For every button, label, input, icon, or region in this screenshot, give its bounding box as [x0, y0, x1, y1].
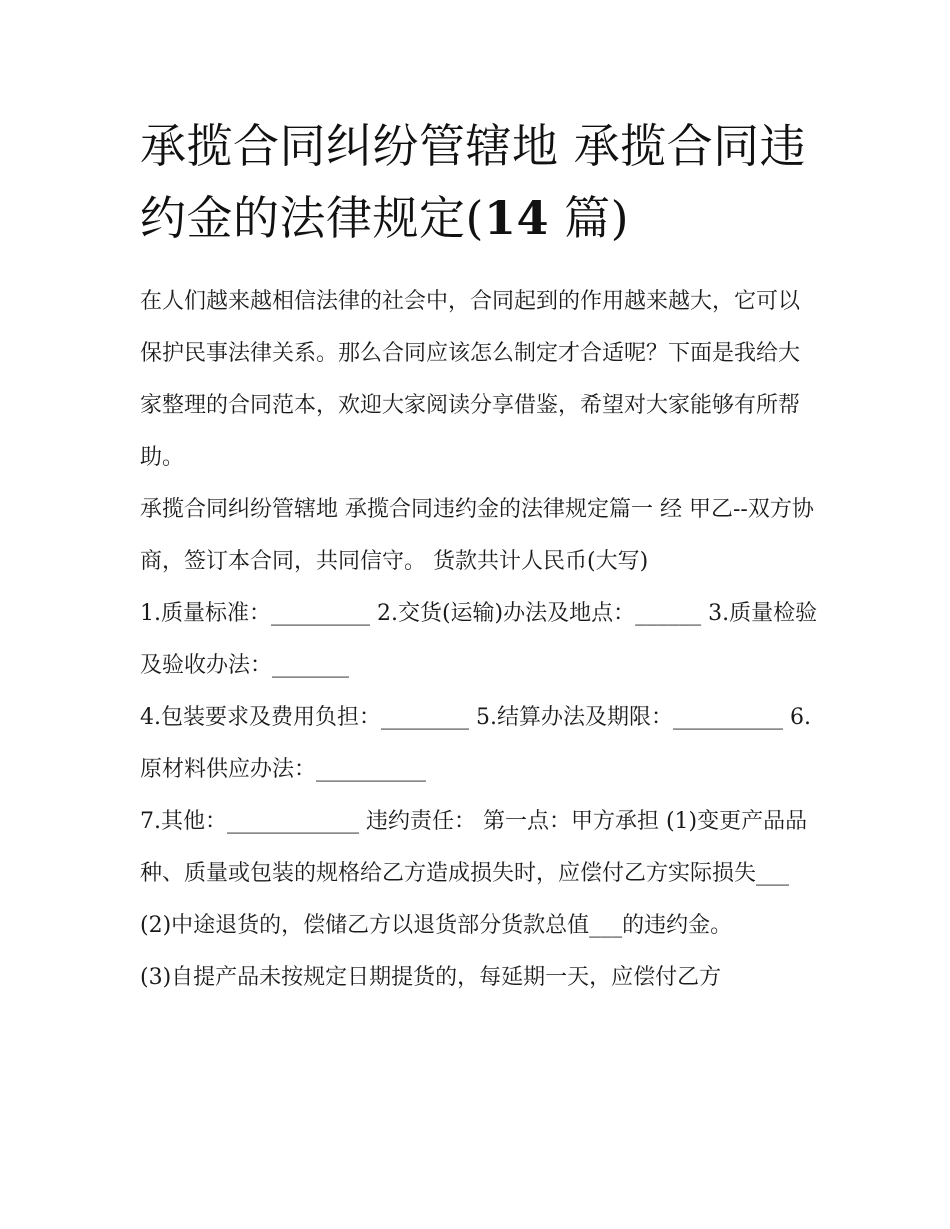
title-suffix: 篇) [548, 191, 630, 245]
intro-paragraph: 在人们越来越相信法律的社会中，合同起到的作用越来越大，它可以保护民事法律关系。那么合同应该怎么制定才合适呢？下面是我给大家整理的合同范本，欢迎大家阅读分享借鉴，希望对大家能够有所帮助。 [140, 289, 801, 470]
contract-clause-7-liability: 7.其他：____________ 违约责任： 第一点：甲方承担 (1)变更产品品种、质量或包装的规格给乙方造成损失时，应偿付乙方实际损失___ [140, 809, 808, 886]
document-page [140, 110, 820, 1004]
title-text: 承揽合同纠纷管辖地 承揽合同违约金的法律规定( [140, 119, 807, 245]
document-title [140, 110, 820, 254]
title-count: 14 [483, 191, 549, 245]
contract-clause-1-3: 1.质量标准：_________ 2.交货(运输)办法及地点：______ 3.质量检验及验收办法：_______ [140, 601, 818, 678]
liability-item-3: (3)自提产品未按规定日期提货的，每延期一天，应偿付乙方 [140, 965, 722, 990]
contract-clause-4-6: 4.包装要求及费用负担：________ 5.结算办法及期限：__________ 6.原材料供应办法：__________ [140, 705, 811, 782]
liability-item-2: (2)中途退货的，偿储乙方以退货部分货款总值___的违约金。 [140, 913, 733, 938]
contract-heading-paragraph: 承揽合同纠纷管辖地 承揽合同违约金的法律规定篇一 经 甲乙--双方协商，签订本合同，共同信守。 货款共计人民币(大写) [140, 497, 814, 574]
